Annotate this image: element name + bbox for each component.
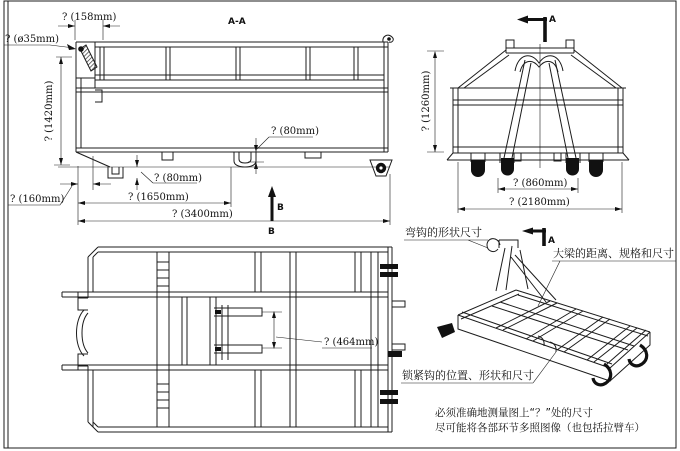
section-a-label: A <box>549 15 556 25</box>
side-view <box>4 12 393 237</box>
front-dim-860: ? (860mm) <box>513 178 568 189</box>
notes <box>435 406 645 434</box>
side-dim-158: ? (158mm) <box>62 12 117 23</box>
callout-bent-hook: 弯钩的形状尺寸 <box>405 226 482 239</box>
side-dim-160: ? (160mm) <box>10 194 65 205</box>
iso-view <box>401 225 676 385</box>
border-frame <box>4 1 676 448</box>
side-dim-80-hook: ? (80mm) <box>271 126 320 137</box>
section-a-marker-top <box>517 15 556 42</box>
note-line-1: 必须准确地测量图上“？”处的尺寸 <box>435 407 593 419</box>
front-view <box>421 15 629 213</box>
top-dim-464: ? (464mm) <box>324 337 379 348</box>
section-b-label: B <box>277 203 284 213</box>
side-dim-80-rail: ? (80mm) <box>154 173 203 184</box>
section-a-label-2: A <box>548 236 555 246</box>
section-a-marker-iso <box>522 228 555 247</box>
side-dim-1650: ? (1650mm) <box>128 192 189 203</box>
section-aa-label: A-A <box>228 17 246 27</box>
side-view-dimensions <box>4 12 390 237</box>
callout-main-beam: 大梁的距离、规格和尺寸 <box>553 247 674 260</box>
side-dim-1420: ? (1420mm) <box>44 80 55 142</box>
callout-locking-hook: 锁紧钩的位置、形状和尺寸 <box>402 369 534 382</box>
front-dim-1260: ? (1260mm) <box>421 70 432 132</box>
side-dim-hook-dia: ? (ø35mm) <box>5 34 60 45</box>
front-dim-2180: ? (2180mm) <box>509 197 570 208</box>
note-line-2: 尽可能将各部环节多照图像（也包括拉臂车） <box>435 422 645 434</box>
top-view <box>62 247 405 432</box>
hook-pin <box>78 46 84 52</box>
section-b-label-2: B <box>268 227 275 237</box>
side-dim-3400: ? (3400mm) <box>172 209 233 220</box>
top-view-dimensions <box>262 311 378 349</box>
